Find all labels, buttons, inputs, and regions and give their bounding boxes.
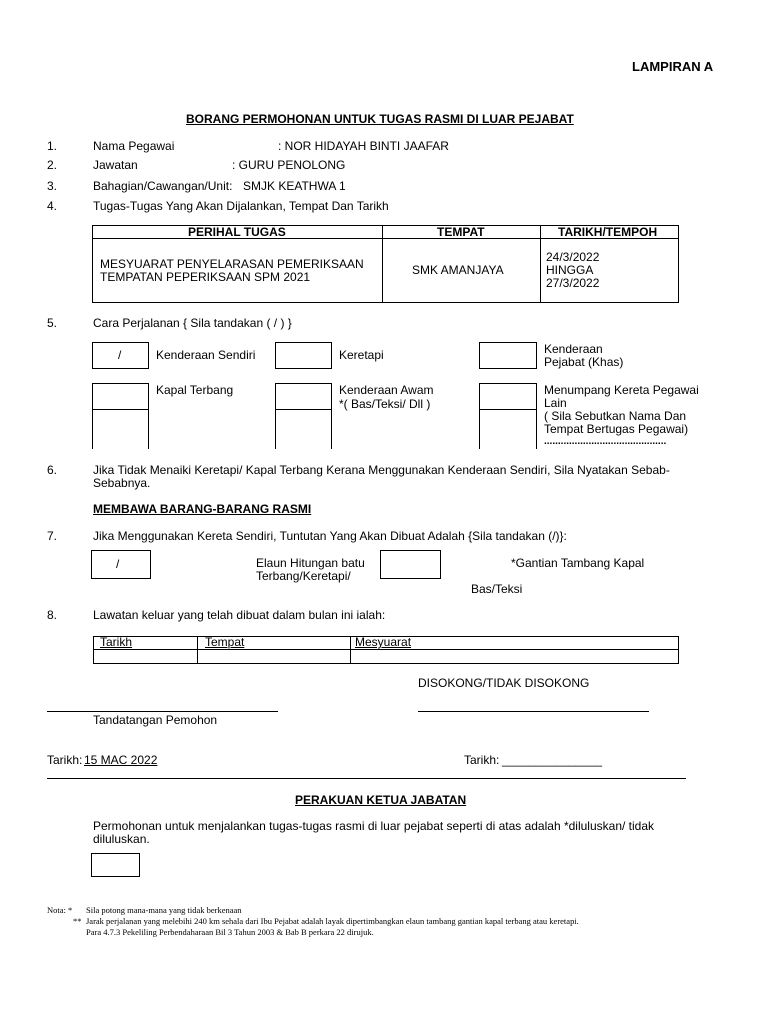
col-header-tempat: TEMPAT xyxy=(437,225,485,239)
tarikh-value: HINGGA xyxy=(546,263,594,277)
jawatan-value: : GURU PENOLONG xyxy=(232,158,346,172)
tarikh-penyokong-blank[interactable]: _______________ xyxy=(502,753,603,767)
checkbox-gantian[interactable] xyxy=(380,550,441,579)
lawatan-table-divider xyxy=(197,636,198,664)
item-number: 8. xyxy=(47,608,58,622)
col-header-tarikh: TARIKH/TEMPOH xyxy=(558,225,658,239)
perakuan-heading: PERAKUAN KETUA JABATAN xyxy=(295,793,467,807)
perihal-tugas: TEMPATAN PEPERIKSAAN SPM 2021 xyxy=(100,270,311,284)
checkbox-kenderaan-pejabat[interactable] xyxy=(479,342,537,369)
tandatangan-pemohon-label: Tandatangan Pemohon xyxy=(93,713,218,727)
perakuan-checkbox[interactable] xyxy=(91,853,140,877)
duty-table-divider xyxy=(382,225,383,303)
tarikh-label: Tarikh: xyxy=(464,753,500,767)
tarikh-label: Tarikh: xyxy=(47,753,83,767)
option-elaun: Elaun Hitungan batu xyxy=(256,556,365,570)
tarikh-value: 27/3/2022 xyxy=(546,276,600,290)
box-line xyxy=(92,409,93,449)
nota-label: Nota: * xyxy=(47,905,73,915)
item-number: 4. xyxy=(47,199,58,213)
item-number: 7. xyxy=(47,529,58,543)
option-elaun: Terbang/Keretapi/ xyxy=(256,569,351,583)
checkbox-kenderaan-awam[interactable] xyxy=(275,383,332,410)
box-line xyxy=(331,409,332,449)
q8-text: Lawatan keluar yang telah dibuat dalam bulan ini ialah: xyxy=(93,608,386,622)
tugas-label: Tugas-Tugas Yang Akan Dijalankan, Tempat Dan Tarikh xyxy=(93,199,389,213)
option-keretapi: Keretapi xyxy=(339,348,384,362)
item-number: 1. xyxy=(47,139,58,153)
nota-text: Sila potong mana-mana yang tidak berkenaan xyxy=(86,905,242,915)
checkbox-mark: / xyxy=(118,348,122,362)
nama-label: Nama Pegawai xyxy=(93,139,175,153)
nota-text: Jarak perjalanan yang melebihi 240 km sehala dari Ibu Pejabat adalah layak dipertimbangkan elaun tambang gantian kapal terbang atau keretapi. xyxy=(86,916,579,926)
tempat-value: SMK AMANJAYA xyxy=(412,263,504,277)
col-header-perihal: PERIHAL TUGAS xyxy=(188,225,286,239)
box-line xyxy=(148,409,149,449)
signature-line-pemohon[interactable] xyxy=(47,711,278,712)
option-kenderaan-awam: *( Bas/Teksi/ Dll ) xyxy=(339,397,431,411)
tarikh-value: 24/3/2022 xyxy=(546,250,600,264)
disokong-label: DISOKONG/TIDAK DISOKONG xyxy=(418,676,590,690)
signature-line-penyokong[interactable] xyxy=(418,711,649,712)
checkbox-keretapi[interactable] xyxy=(275,342,332,369)
bahagian-label: Bahagian/Cawangan/Unit: xyxy=(93,179,233,193)
q6-text: Sebabnya. xyxy=(93,476,151,490)
option-kenderaan-sendiri: Kenderaan Sendiri xyxy=(156,348,256,362)
option-gantian: Bas/Teksi xyxy=(471,582,523,596)
q6-text: Jika Tidak Menaiki Keretapi/ Kapal Terbang Kerana Menggunakan Kenderaan Sendiri, Sila Nyatakan Sebab- xyxy=(93,463,670,477)
item-number: 2. xyxy=(47,158,58,172)
nama-value: : NOR HIDAYAH BINTI JAAFAR xyxy=(278,139,449,153)
nota-star: ** xyxy=(73,916,82,926)
box-line xyxy=(479,409,480,449)
item-number: 3. xyxy=(47,179,58,193)
jawatan-label: Jawatan xyxy=(93,158,138,172)
box-line xyxy=(536,409,537,449)
checkbox-elaun[interactable] xyxy=(91,550,151,579)
bahagian-value: SMJK KEATHWA 1 xyxy=(243,179,346,193)
col-header-mesyuarat: Mesyuarat xyxy=(355,635,412,649)
lawatan-table-line xyxy=(93,649,679,650)
lawatan-table-divider xyxy=(350,636,351,664)
lampiran-label: LAMPIRAN A xyxy=(632,59,714,74)
option-menumpang-dots: ............................................ xyxy=(544,436,667,447)
option-kenderaan-pejabat: Pejabat (Khas) xyxy=(544,355,624,369)
option-kapal-terbang: Kapal Terbang xyxy=(156,383,234,397)
section-divider xyxy=(47,778,686,779)
perakuan-text: Permohonan untuk menjalankan tugas-tugas rasmi di luar pejabat seperti di atas adalah *diluluskan/ tidak xyxy=(93,819,655,833)
membawa-heading: MEMBAWA BARANG-BARANG RASMI xyxy=(93,502,312,516)
perakuan-text: diluluskan. xyxy=(93,832,150,846)
nota-text: Para 4.7.3 Pekeliling Perbendaharaan Bil 3 Tahun 2003 & Bab B perkara 22 dirujuk. xyxy=(86,927,374,937)
item-number: 6. xyxy=(47,463,58,477)
checkbox-menumpang[interactable] xyxy=(479,383,537,410)
box-line xyxy=(275,409,276,449)
option-gantian: *Gantian Tambang Kapal xyxy=(511,556,645,570)
col-header-tempat: Tempat xyxy=(205,635,245,649)
option-menumpang: Lain xyxy=(544,396,567,410)
perihal-tugas: MESYUARAT PENYELARASAN PEMERIKSAAN xyxy=(100,257,364,271)
duty-table-divider xyxy=(540,225,541,303)
form-title: BORANG PERMOHONAN UNTUK TUGAS RASMI DI LUAR PEJABAT xyxy=(186,112,574,126)
checkbox-mark: / xyxy=(116,557,120,571)
checkbox-kapal-terbang[interactable] xyxy=(92,383,149,410)
item-number: 5. xyxy=(47,316,58,330)
option-menumpang: ( Sila Sebutkan Nama Dan xyxy=(544,409,687,423)
col-header-tarikh: Tarikh xyxy=(100,635,133,649)
tarikh-pemohon-value[interactable]: 15 MAC 2022 xyxy=(84,753,158,767)
cara-perjalanan-label: Cara Perjalanan { Sila tandakan ( / ) } xyxy=(93,316,292,330)
option-kenderaan-pejabat: Kenderaan xyxy=(544,342,603,356)
q7-text: Jika Menggunakan Kereta Sendiri, Tuntutan Yang Akan Dibuat Adalah {Sila tandakan (/)}: xyxy=(93,529,567,543)
option-menumpang: Tempat Bertugas Pegawai) xyxy=(544,422,689,436)
option-menumpang: Menumpang Kereta Pegawai xyxy=(544,383,699,397)
option-kenderaan-awam: Kenderaan Awam xyxy=(339,383,434,397)
